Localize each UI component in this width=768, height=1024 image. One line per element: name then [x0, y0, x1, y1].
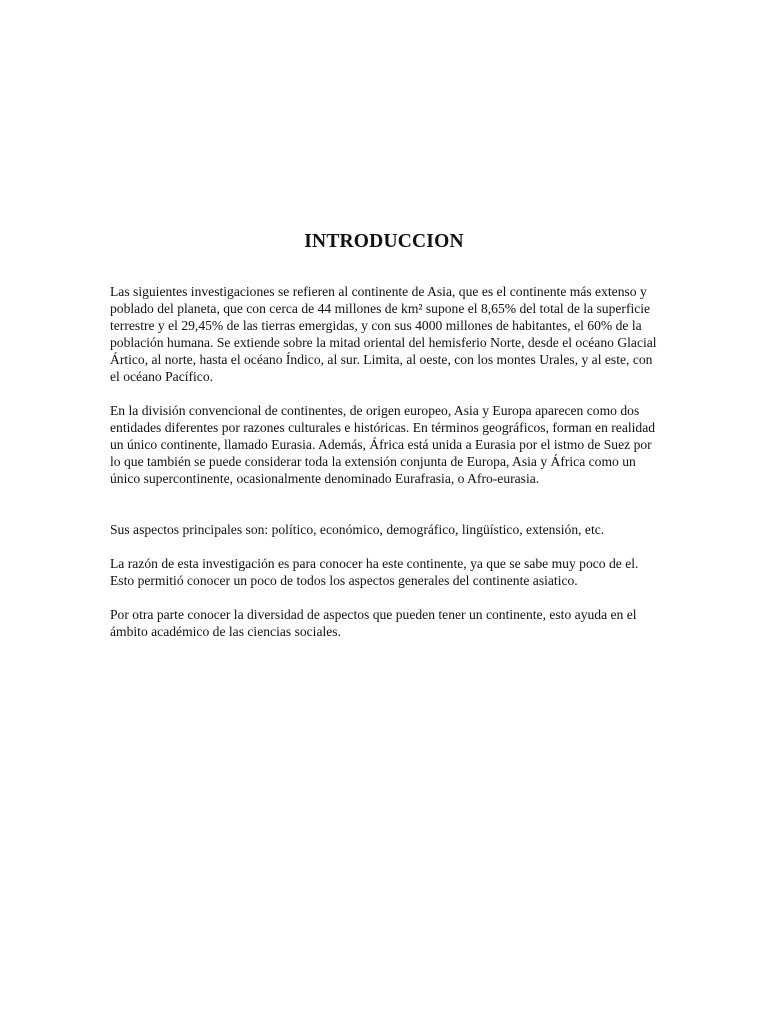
- paragraph-4: La razón de esta investigación es para conocer ha este continente, ya que se sabe muy poco de el. Esto permitió conocer un poco de todos los aspectos generales del continente asiatico.: [110, 556, 639, 588]
- page-title: INTRODUCCION: [304, 231, 464, 252]
- paragraph-1: Las siguientes investigaciones se refieren al continente de Asia, que es el continente más extenso y poblado del planeta, que con cerca de 44 millones de km² supone el 8,65% del total de la superficie terrestre y el 29,45% de las tierras emergidas, y con sus 4000 millones de habitantes, el 60% de la población humana. Se extiende sobre la mitad oriental del hemisferio Norte, desde el océano Glacial Ártico, al norte, hasta el océano Índico, al sur. Limita, al oeste, con los montes Urales, y al este, con el océano Pacífico.: [110, 284, 657, 384]
- paragraph-5: Por otra parte conocer la diversidad de aspectos que pueden tener un continente, esto ayuda en el ámbito académico de las ciencias sociales.: [110, 607, 637, 639]
- paragraph-2: En la división convencional de continentes, de origen europeo, Asia y Europa aparecen como dos entidades diferentes por razones culturales e históricas. En términos geográficos, forman en realidad un único continente, llamado Eurasia. Además, África está unida a Eurasia por el istmo de Suez por lo que también se puede considerar toda la extensión conjunta de Europa, Asia y África como un único supercontinente, ocasionalmente denominado Eurafrasia, o Afro-eurasia.: [110, 403, 656, 486]
- document-body: [110, 283, 662, 640]
- paragraph-3: Sus aspectos principales son: político, económico, demográfico, lingüístico, extensión, etc.: [110, 522, 605, 537]
